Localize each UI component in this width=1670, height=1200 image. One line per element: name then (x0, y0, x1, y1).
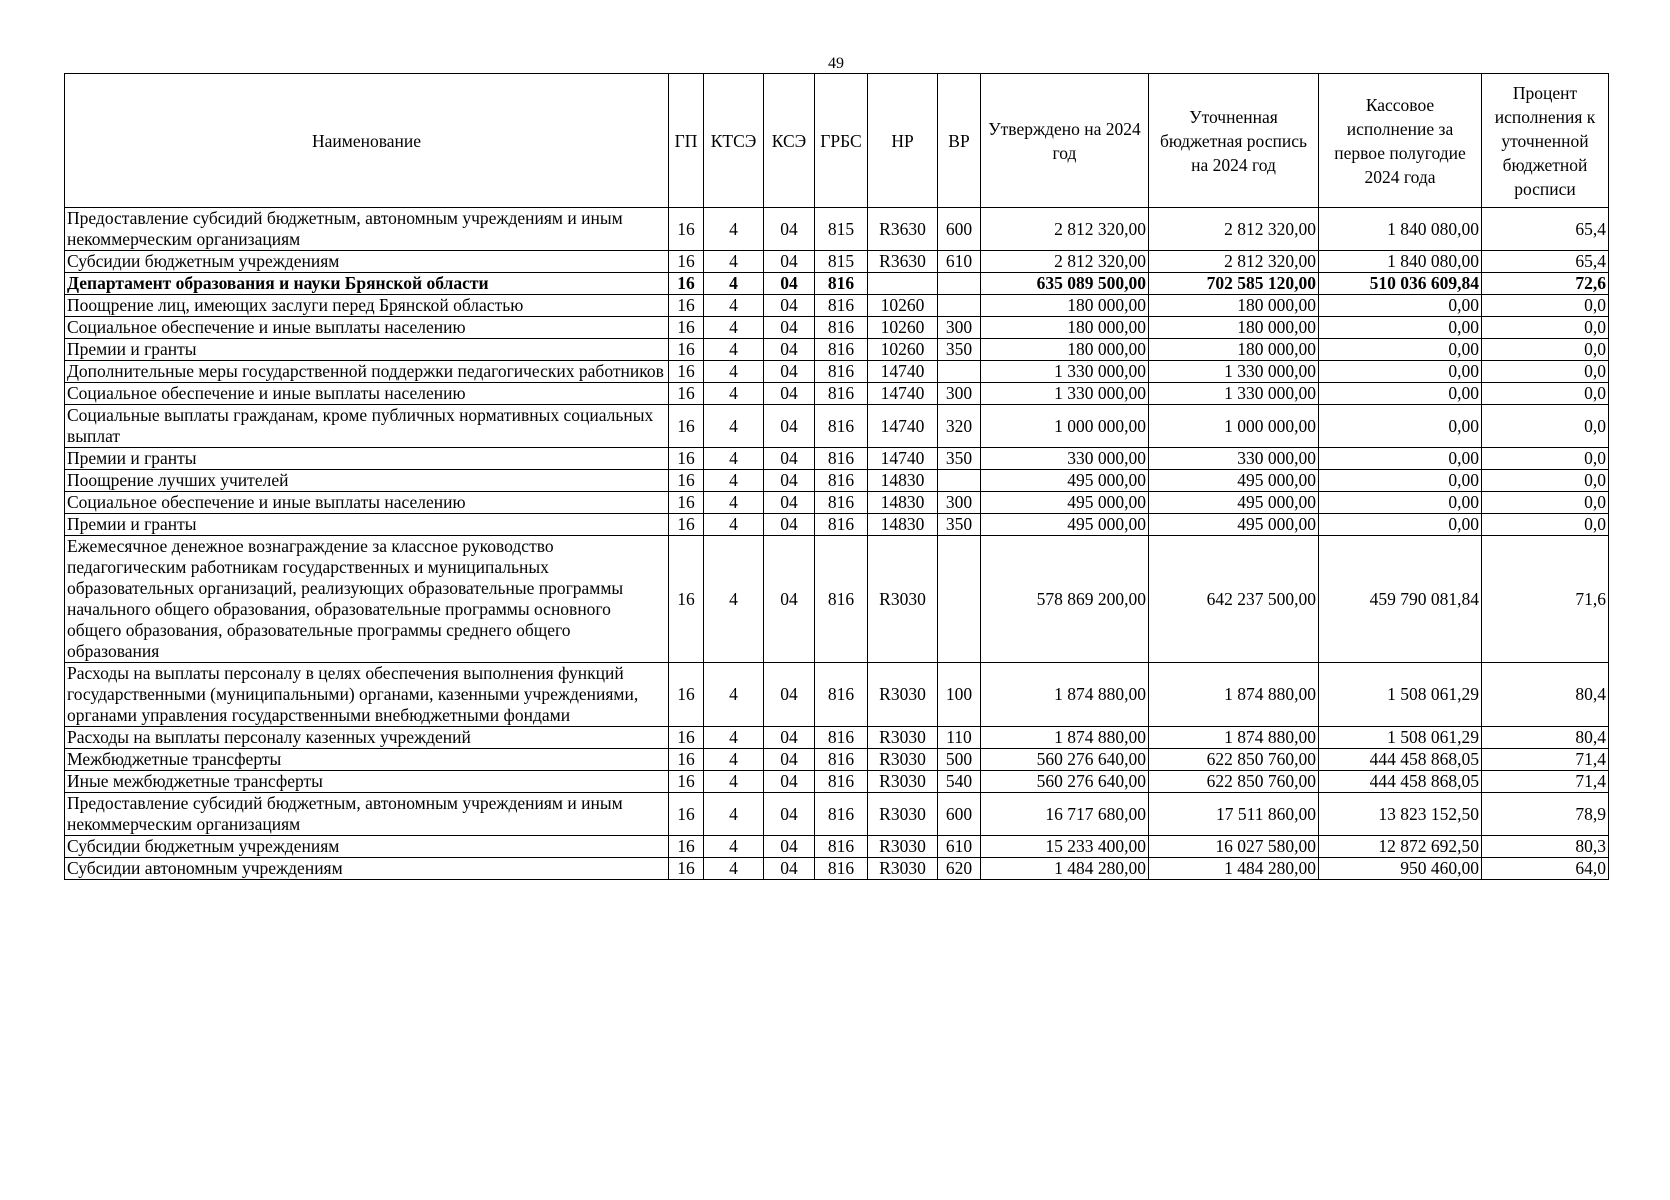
header-ktse: КТСЭ (704, 74, 764, 208)
cell-refined: 702 585 120,00 (1149, 273, 1319, 295)
cell-kse: 04 (764, 536, 815, 663)
cell-vr (938, 536, 981, 663)
cell-percent: 80,3 (1482, 836, 1609, 858)
cell-approved: 1 000 000,00 (981, 405, 1149, 448)
cell-gp: 16 (669, 771, 704, 793)
table-row (65, 273, 1609, 295)
cell-ktse: 4 (704, 771, 764, 793)
cell-vr: 350 (938, 339, 981, 361)
cell-name: Премии и гранты (65, 514, 669, 536)
table-row (65, 858, 1609, 880)
cell-gp: 16 (669, 383, 704, 405)
cell-grbs: 816 (815, 361, 868, 383)
cell-vr: 300 (938, 317, 981, 339)
cell-name: Социальные выплаты гражданам, кроме публичных нормативных социальных выплат (65, 405, 669, 448)
cell-kse: 04 (764, 793, 815, 836)
table-row (65, 663, 1609, 727)
table-row (65, 536, 1609, 663)
cell-kse: 04 (764, 361, 815, 383)
cell-approved: 2 812 320,00 (981, 208, 1149, 251)
cell-cash: 0,00 (1319, 295, 1482, 317)
cell-grbs: 816 (815, 448, 868, 470)
cell-approved: 1 874 880,00 (981, 663, 1149, 727)
table-row (65, 361, 1609, 383)
cell-cash: 0,00 (1319, 514, 1482, 536)
cell-nr: R3030 (868, 663, 938, 727)
cell-approved: 495 000,00 (981, 492, 1149, 514)
cell-approved: 495 000,00 (981, 514, 1149, 536)
cell-name: Ежемесячное денежное вознаграждение за классное руководство педагогическим работникам государственных и муниципальных образовательных организаций, реализующих образовательные программы начального общего образования, образовательные программы основного общего образования, образовательные программы среднего общего образования (65, 536, 669, 663)
cell-kse: 04 (764, 771, 815, 793)
cell-refined: 1 000 000,00 (1149, 405, 1319, 448)
cell-nr: 10260 (868, 339, 938, 361)
table-row (65, 448, 1609, 470)
cell-percent: 71,4 (1482, 771, 1609, 793)
cell-approved: 180 000,00 (981, 295, 1149, 317)
cell-name: Расходы на выплаты персоналу казенных учреждений (65, 727, 669, 749)
cell-ktse: 4 (704, 448, 764, 470)
cell-ktse: 4 (704, 339, 764, 361)
cell-vr: 350 (938, 514, 981, 536)
cell-grbs: 816 (815, 663, 868, 727)
table-row (65, 317, 1609, 339)
cell-gp: 16 (669, 514, 704, 536)
cell-percent: 0,0 (1482, 317, 1609, 339)
cell-cash: 444 458 868,05 (1319, 749, 1482, 771)
cell-kse: 04 (764, 273, 815, 295)
cell-approved: 578 869 200,00 (981, 536, 1149, 663)
cell-kse: 04 (764, 663, 815, 727)
cell-nr: 14830 (868, 514, 938, 536)
cell-nr: R3030 (868, 749, 938, 771)
cell-ktse: 4 (704, 514, 764, 536)
cell-cash: 1 508 061,29 (1319, 727, 1482, 749)
cell-percent: 0,0 (1482, 339, 1609, 361)
cell-grbs: 816 (815, 536, 868, 663)
table-row (65, 836, 1609, 858)
cell-approved: 495 000,00 (981, 470, 1149, 492)
cell-grbs: 816 (815, 749, 868, 771)
cell-cash: 510 036 609,84 (1319, 273, 1482, 295)
table-row (65, 727, 1609, 749)
cell-kse: 04 (764, 492, 815, 514)
header-approved: Утверждено на 2024 год (981, 74, 1149, 208)
cell-ktse: 4 (704, 836, 764, 858)
cell-name: Предоставление субсидий бюджетным, автономным учреждениям и иным некоммерческим организациям (65, 208, 669, 251)
cell-nr: 14740 (868, 383, 938, 405)
cell-ktse: 4 (704, 405, 764, 448)
cell-grbs: 816 (815, 317, 868, 339)
cell-refined: 495 000,00 (1149, 492, 1319, 514)
cell-kse: 04 (764, 208, 815, 251)
cell-refined: 1 484 280,00 (1149, 858, 1319, 880)
cell-approved: 16 717 680,00 (981, 793, 1149, 836)
cell-cash: 1 508 061,29 (1319, 663, 1482, 727)
cell-approved: 635 089 500,00 (981, 273, 1149, 295)
cell-kse: 04 (764, 295, 815, 317)
cell-grbs: 815 (815, 208, 868, 251)
page-number: 49 (828, 55, 844, 72)
cell-ktse: 4 (704, 470, 764, 492)
cell-name: Премии и гранты (65, 448, 669, 470)
cell-ktse: 4 (704, 858, 764, 880)
header-percent: Процент исполнения к уточненной бюджетной росписи (1482, 74, 1609, 208)
table-row (65, 208, 1609, 251)
table-row (65, 405, 1609, 448)
cell-cash: 1 840 080,00 (1319, 208, 1482, 251)
header-kse: КСЭ (764, 74, 815, 208)
cell-approved: 1 330 000,00 (981, 383, 1149, 405)
cell-nr: R3030 (868, 793, 938, 836)
cell-kse: 04 (764, 339, 815, 361)
cell-name: Поощрение лиц, имеющих заслуги перед Брянской областью (65, 295, 669, 317)
cell-ktse: 4 (704, 361, 764, 383)
cell-grbs: 816 (815, 727, 868, 749)
table-row (65, 470, 1609, 492)
cell-gp: 16 (669, 492, 704, 514)
cell-cash: 0,00 (1319, 448, 1482, 470)
cell-gp: 16 (669, 793, 704, 836)
table-row (65, 295, 1609, 317)
cell-gp: 16 (669, 405, 704, 448)
cell-grbs: 816 (815, 383, 868, 405)
cell-percent: 0,0 (1482, 405, 1609, 448)
cell-refined: 1 874 880,00 (1149, 663, 1319, 727)
cell-nr: 14740 (868, 361, 938, 383)
cell-refined: 2 812 320,00 (1149, 251, 1319, 273)
cell-refined: 642 237 500,00 (1149, 536, 1319, 663)
table-row (65, 492, 1609, 514)
cell-refined: 622 850 760,00 (1149, 749, 1319, 771)
cell-grbs: 816 (815, 492, 868, 514)
cell-vr (938, 273, 981, 295)
cell-ktse: 4 (704, 295, 764, 317)
cell-kse: 04 (764, 858, 815, 880)
cell-cash: 950 460,00 (1319, 858, 1482, 880)
header-cash: Кассовое исполнение за первое полугодие 2024 года (1319, 74, 1482, 208)
cell-grbs: 816 (815, 858, 868, 880)
cell-grbs: 816 (815, 793, 868, 836)
cell-approved: 2 812 320,00 (981, 251, 1149, 273)
cell-grbs: 816 (815, 836, 868, 858)
cell-approved: 1 330 000,00 (981, 361, 1149, 383)
cell-grbs: 816 (815, 273, 868, 295)
header-row (65, 74, 1609, 208)
cell-gp: 16 (669, 836, 704, 858)
cell-nr: 10260 (868, 295, 938, 317)
cell-vr: 320 (938, 405, 981, 448)
cell-refined: 17 511 860,00 (1149, 793, 1319, 836)
cell-name: Иные межбюджетные трансферты (65, 771, 669, 793)
cell-vr: 540 (938, 771, 981, 793)
cell-gp: 16 (669, 361, 704, 383)
cell-gp: 16 (669, 663, 704, 727)
cell-gp: 16 (669, 536, 704, 663)
table-row (65, 339, 1609, 361)
cell-percent: 0,0 (1482, 383, 1609, 405)
cell-refined: 495 000,00 (1149, 514, 1319, 536)
cell-approved: 15 233 400,00 (981, 836, 1149, 858)
cell-refined: 2 812 320,00 (1149, 208, 1319, 251)
header-gp: ГП (669, 74, 704, 208)
cell-grbs: 815 (815, 251, 868, 273)
cell-name: Субсидии бюджетным учреждениям (65, 836, 669, 858)
cell-refined: 16 027 580,00 (1149, 836, 1319, 858)
cell-cash: 12 872 692,50 (1319, 836, 1482, 858)
cell-nr: 14740 (868, 405, 938, 448)
cell-vr (938, 470, 981, 492)
cell-refined: 1 330 000,00 (1149, 383, 1319, 405)
cell-nr: R3630 (868, 251, 938, 273)
cell-vr: 620 (938, 858, 981, 880)
cell-cash: 1 840 080,00 (1319, 251, 1482, 273)
cell-kse: 04 (764, 749, 815, 771)
cell-nr: R3030 (868, 536, 938, 663)
cell-gp: 16 (669, 251, 704, 273)
cell-gp: 16 (669, 295, 704, 317)
table-row (65, 793, 1609, 836)
budget-table (64, 73, 1609, 880)
cell-name: Расходы на выплаты персоналу в целях обеспечения выполнения функций государственными (муниципальными) органами, казенными учреждениями, органами управления государственными внебюджетными фондами (65, 663, 669, 727)
cell-approved: 330 000,00 (981, 448, 1149, 470)
cell-nr: R3030 (868, 771, 938, 793)
cell-percent: 78,9 (1482, 793, 1609, 836)
cell-percent: 0,0 (1482, 492, 1609, 514)
cell-approved: 1 874 880,00 (981, 727, 1149, 749)
cell-nr: R3030 (868, 858, 938, 880)
header-nr: НР (868, 74, 938, 208)
cell-ktse: 4 (704, 208, 764, 251)
header-vr: ВР (938, 74, 981, 208)
cell-gp: 16 (669, 208, 704, 251)
cell-name: Социальное обеспечение и иные выплаты населению (65, 492, 669, 514)
cell-ktse: 4 (704, 317, 764, 339)
cell-kse: 04 (764, 383, 815, 405)
cell-nr: 14830 (868, 470, 938, 492)
cell-vr: 610 (938, 836, 981, 858)
table-row (65, 749, 1609, 771)
cell-vr (938, 295, 981, 317)
cell-kse: 04 (764, 727, 815, 749)
cell-cash: 0,00 (1319, 383, 1482, 405)
cell-percent: 71,4 (1482, 749, 1609, 771)
cell-refined: 495 000,00 (1149, 470, 1319, 492)
cell-vr: 110 (938, 727, 981, 749)
cell-kse: 04 (764, 251, 815, 273)
cell-percent: 71,6 (1482, 536, 1609, 663)
cell-grbs: 816 (815, 405, 868, 448)
cell-cash: 444 458 868,05 (1319, 771, 1482, 793)
cell-vr: 600 (938, 793, 981, 836)
cell-refined: 180 000,00 (1149, 295, 1319, 317)
cell-percent: 65,4 (1482, 208, 1609, 251)
cell-refined: 180 000,00 (1149, 339, 1319, 361)
cell-kse: 04 (764, 514, 815, 536)
cell-approved: 180 000,00 (981, 317, 1149, 339)
cell-cash: 0,00 (1319, 317, 1482, 339)
cell-ktse: 4 (704, 251, 764, 273)
cell-ktse: 4 (704, 492, 764, 514)
cell-kse: 04 (764, 448, 815, 470)
cell-cash: 0,00 (1319, 339, 1482, 361)
cell-percent: 0,0 (1482, 514, 1609, 536)
cell-nr (868, 273, 938, 295)
cell-refined: 1 330 000,00 (1149, 361, 1319, 383)
cell-cash: 13 823 152,50 (1319, 793, 1482, 836)
cell-name: Межбюджетные трансферты (65, 749, 669, 771)
cell-percent: 0,0 (1482, 295, 1609, 317)
cell-grbs: 816 (815, 514, 868, 536)
cell-vr: 350 (938, 448, 981, 470)
header-refined: Уточненная бюджетная роспись на 2024 год (1149, 74, 1319, 208)
cell-nr: R3030 (868, 727, 938, 749)
header-grbs: ГРБС (815, 74, 868, 208)
cell-ktse: 4 (704, 663, 764, 727)
cell-ktse: 4 (704, 536, 764, 663)
cell-kse: 04 (764, 317, 815, 339)
cell-ktse: 4 (704, 383, 764, 405)
cell-kse: 04 (764, 405, 815, 448)
cell-vr (938, 361, 981, 383)
cell-name: Предоставление субсидий бюджетным, автономным учреждениям и иным некоммерческим организациям (65, 793, 669, 836)
cell-percent: 80,4 (1482, 663, 1609, 727)
cell-vr: 600 (938, 208, 981, 251)
cell-percent: 72,6 (1482, 273, 1609, 295)
cell-approved: 1 484 280,00 (981, 858, 1149, 880)
cell-approved: 560 276 640,00 (981, 771, 1149, 793)
cell-kse: 04 (764, 470, 815, 492)
cell-cash: 0,00 (1319, 405, 1482, 448)
cell-cash: 0,00 (1319, 470, 1482, 492)
cell-vr: 500 (938, 749, 981, 771)
cell-percent: 0,0 (1482, 361, 1609, 383)
cell-approved: 180 000,00 (981, 339, 1149, 361)
cell-name: Субсидии бюджетным учреждениям (65, 251, 669, 273)
cell-percent: 65,4 (1482, 251, 1609, 273)
table-row (65, 251, 1609, 273)
cell-gp: 16 (669, 749, 704, 771)
cell-gp: 16 (669, 470, 704, 492)
table-row (65, 771, 1609, 793)
header-name: Наименование (65, 74, 669, 208)
cell-gp: 16 (669, 727, 704, 749)
cell-refined: 1 874 880,00 (1149, 727, 1319, 749)
cell-nr: 10260 (868, 317, 938, 339)
cell-percent: 64,0 (1482, 858, 1609, 880)
cell-name: Социальное обеспечение и иные выплаты населению (65, 317, 669, 339)
table-row (65, 383, 1609, 405)
cell-name: Субсидии автономным учреждениям (65, 858, 669, 880)
cell-grbs: 816 (815, 295, 868, 317)
cell-vr: 610 (938, 251, 981, 273)
cell-ktse: 4 (704, 727, 764, 749)
cell-refined: 622 850 760,00 (1149, 771, 1319, 793)
cell-cash: 0,00 (1319, 361, 1482, 383)
cell-cash: 459 790 081,84 (1319, 536, 1482, 663)
cell-name: Департамент образования и науки Брянской области (65, 273, 669, 295)
cell-gp: 16 (669, 317, 704, 339)
cell-vr: 100 (938, 663, 981, 727)
cell-grbs: 816 (815, 339, 868, 361)
cell-vr: 300 (938, 492, 981, 514)
cell-refined: 330 000,00 (1149, 448, 1319, 470)
cell-name: Поощрение лучших учителей (65, 470, 669, 492)
cell-gp: 16 (669, 858, 704, 880)
cell-percent: 80,4 (1482, 727, 1609, 749)
cell-grbs: 816 (815, 771, 868, 793)
cell-approved: 560 276 640,00 (981, 749, 1149, 771)
cell-ktse: 4 (704, 749, 764, 771)
table-body (65, 208, 1609, 880)
cell-kse: 04 (764, 836, 815, 858)
cell-name: Дополнительные меры государственной поддержки педагогических работников (65, 361, 669, 383)
cell-refined: 180 000,00 (1149, 317, 1319, 339)
cell-vr: 300 (938, 383, 981, 405)
table-row (65, 514, 1609, 536)
cell-ktse: 4 (704, 273, 764, 295)
cell-cash: 0,00 (1319, 492, 1482, 514)
cell-gp: 16 (669, 273, 704, 295)
cell-percent: 0,0 (1482, 470, 1609, 492)
cell-name: Социальное обеспечение и иные выплаты населению (65, 383, 669, 405)
cell-nr: 14830 (868, 492, 938, 514)
cell-nr: R3630 (868, 208, 938, 251)
cell-nr: R3030 (868, 836, 938, 858)
cell-gp: 16 (669, 448, 704, 470)
cell-nr: 14740 (868, 448, 938, 470)
cell-gp: 16 (669, 339, 704, 361)
cell-ktse: 4 (704, 793, 764, 836)
cell-grbs: 816 (815, 470, 868, 492)
cell-percent: 0,0 (1482, 448, 1609, 470)
cell-name: Премии и гранты (65, 339, 669, 361)
